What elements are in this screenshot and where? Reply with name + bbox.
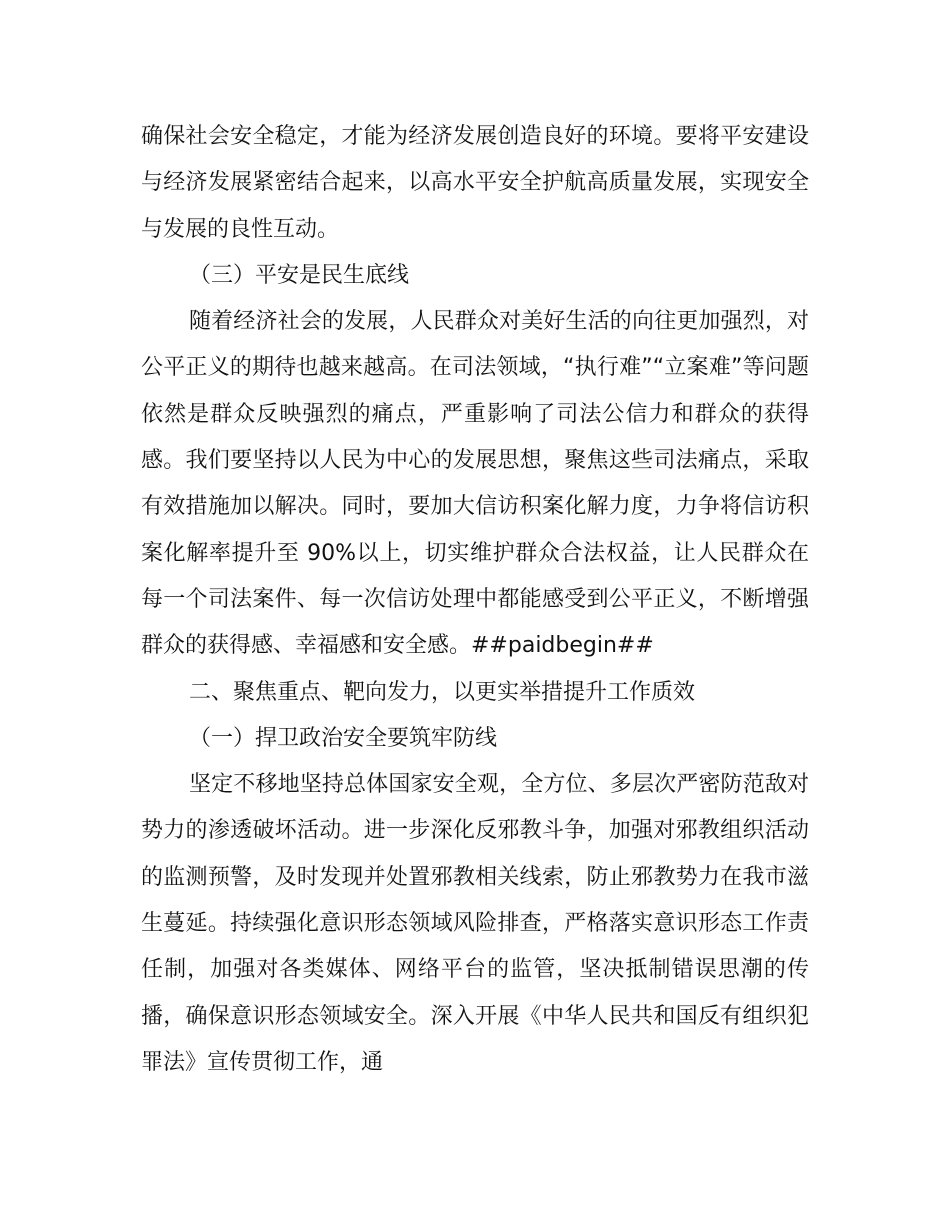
heading-livelihood-bottom-line: （三）平安是民生底线 <box>189 262 410 288</box>
document-page <box>141 114 809 1086</box>
heading-section-two: 二、聚焦重点、靶向发力，以更实举措提升工作质效 <box>189 679 696 705</box>
paragraph-national-security: 坚定不移地坚持总体国家安全观，全方位、多层次严密防范敌对势力的渗透破坏活动。进一步深化反邪教斗争，加强对邪教组织活动的监测预警，及时发现并处置邪教相关线索，防止邪教势力在我市滋生蔓延。持续强化意识形态领域风险排查，严格落实意识形态工作责任制，加强对各类媒体、网络平台的监管，坚决抵制错误思潮的传播，确保意识形态领域安全。深入开展《中华人民共和国反有组织犯罪法》宣传贯彻工作，通 <box>141 772 809 1075</box>
paragraph-justice-fairness: 随着经济社会的发展，人民群众对美好生活的向往更加强烈，对公平正义的期待也越来越高。在司法领域，“执行难”“立案难”等问题依然是群众反映强烈的痛点，严重影响了司法公信力和群众的获得感。我们要坚持以人民为中心的发展思想，聚焦这些司法痛点，采取有效措施加以解决。同时，要加大信访积案化解力度，力争将信访积案化解率提升至 90%以上，切实维护群众合法权益，让人民群众在每一个司法案件、每一次信访处理中都能感受到公平正义，不断增强群众的获得感、幸福感和安全感。##paidbegin## <box>141 309 809 659</box>
paragraph-economy-safety: 确保社会安全稳定，才能为经济发展创造良好的环境。要将平安建设与经济发展紧密结合起来，以高水平安全护航高质量发展，实现安全与发展的良性互动。 <box>141 124 809 242</box>
heading-political-security: （一）捍卫政治安全要筑牢防线 <box>189 725 498 751</box>
